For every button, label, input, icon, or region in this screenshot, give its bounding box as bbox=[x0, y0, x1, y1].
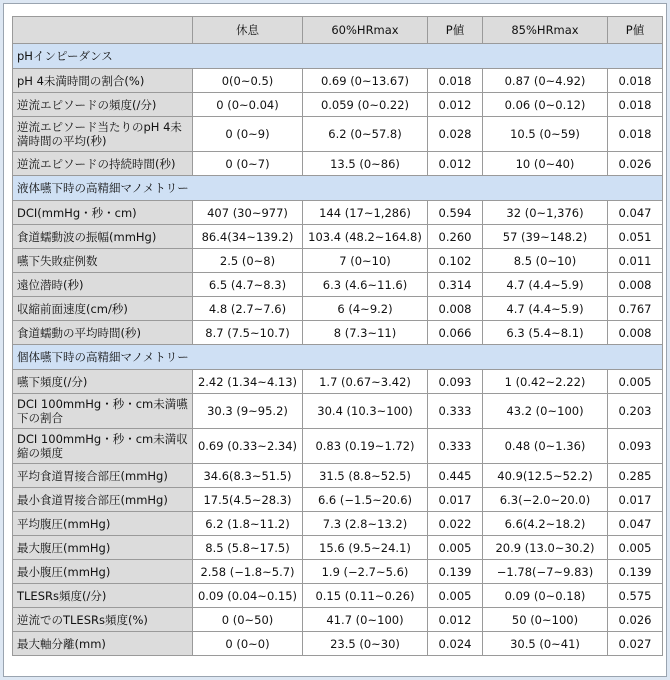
table-cell: 407 (30~977) bbox=[193, 201, 303, 225]
table-cell: 2.42 (1.34~4.13) bbox=[193, 370, 303, 394]
table-row bbox=[13, 370, 663, 394]
row-label: 食道蠕動の平均時間(秒) bbox=[13, 321, 193, 345]
section-title: 液体嚥下時の高精細マノメトリー bbox=[13, 176, 663, 201]
row-label: 逆流でのTLESRs頻度(%) bbox=[13, 608, 193, 632]
table-cell: 0.69 (0.33~2.34) bbox=[193, 429, 303, 464]
table-cell: 30.5 (0~41) bbox=[483, 632, 608, 656]
table-cell: 0.333 bbox=[428, 394, 483, 429]
table-cell: 0.005 bbox=[608, 536, 663, 560]
table-cell: 8.7 (7.5~10.7) bbox=[193, 321, 303, 345]
header-p-value-85: P値 bbox=[608, 17, 663, 44]
table-cell: 1.9 (−2.7~5.6) bbox=[303, 560, 428, 584]
table-cell: 0.008 bbox=[608, 321, 663, 345]
table-cell: 0.005 bbox=[428, 584, 483, 608]
table-cell: 0.022 bbox=[428, 512, 483, 536]
header-p-value-60: P値 bbox=[428, 17, 483, 44]
table-cell: 86.4(34~139.2) bbox=[193, 225, 303, 249]
table-cell: 6.3 (5.4~8.1) bbox=[483, 321, 608, 345]
table-row bbox=[13, 488, 663, 512]
header-60hrmax: 60%HRmax bbox=[303, 17, 428, 44]
table-row bbox=[13, 536, 663, 560]
table-cell: 6.3 (4.6~11.6) bbox=[303, 273, 428, 297]
table-row bbox=[13, 297, 663, 321]
table-cell: 10.5 (0~59) bbox=[483, 117, 608, 152]
table-cell: 0 (0~7) bbox=[193, 152, 303, 176]
table-row bbox=[13, 632, 663, 656]
table-cell: 2.58 (−1.8~5.7) bbox=[193, 560, 303, 584]
table-row bbox=[13, 608, 663, 632]
table-cell: 17.5(4.5~28.3) bbox=[193, 488, 303, 512]
row-label: 最小腹圧(mmHg) bbox=[13, 560, 193, 584]
row-label: DCI(mmHg・秒・cm) bbox=[13, 201, 193, 225]
table-cell: 23.5 (0~30) bbox=[303, 632, 428, 656]
table-cell: 0.047 bbox=[608, 512, 663, 536]
table-cell: 0.83 (0.19~1.72) bbox=[303, 429, 428, 464]
table-cell: 0.102 bbox=[428, 249, 483, 273]
table-cell: 34.6(8.3~51.5) bbox=[193, 464, 303, 488]
table-cell: 0(0~0.5) bbox=[193, 69, 303, 93]
table-cell: 0.005 bbox=[608, 370, 663, 394]
table-cell: 0.012 bbox=[428, 152, 483, 176]
table-frame bbox=[3, 3, 667, 677]
table-cell: 0.09 (0.04~0.15) bbox=[193, 584, 303, 608]
table-cell: 0.018 bbox=[428, 69, 483, 93]
table-cell: 31.5 (8.8~52.5) bbox=[303, 464, 428, 488]
table-cell: 8 (7.3~11) bbox=[303, 321, 428, 345]
row-label: 嚥下頻度(/分) bbox=[13, 370, 193, 394]
row-label: 逆流エピソードの持続時間(秒) bbox=[13, 152, 193, 176]
table-cell: 6.6 (−1.5~20.6) bbox=[303, 488, 428, 512]
section-row bbox=[13, 44, 663, 69]
table-cell: 0.445 bbox=[428, 464, 483, 488]
row-label: 平均食道胃接合部圧(mmHg) bbox=[13, 464, 193, 488]
table-cell: 0.093 bbox=[608, 429, 663, 464]
row-label: 食道蠕動波の振幅(mmHg) bbox=[13, 225, 193, 249]
table-cell: 4.7 (4.4~5.9) bbox=[483, 297, 608, 321]
table-cell: 103.4 (48.2~164.8) bbox=[303, 225, 428, 249]
table-row bbox=[13, 512, 663, 536]
table-row bbox=[13, 429, 663, 464]
table-cell: 0.333 bbox=[428, 429, 483, 464]
table-cell: 0.018 bbox=[608, 69, 663, 93]
table-row bbox=[13, 69, 663, 93]
table-cell: 0.69 (0~13.67) bbox=[303, 69, 428, 93]
table-cell: 0 (0~0.04) bbox=[193, 93, 303, 117]
table-row bbox=[13, 93, 663, 117]
table-cell: 40.9(12.5~52.2) bbox=[483, 464, 608, 488]
table-cell: 7 (0~10) bbox=[303, 249, 428, 273]
table-cell: 0.260 bbox=[428, 225, 483, 249]
header-corner bbox=[13, 17, 193, 44]
table-cell: 0.008 bbox=[428, 297, 483, 321]
table-cell: 0.139 bbox=[428, 560, 483, 584]
row-label: 平均腹圧(mmHg) bbox=[13, 512, 193, 536]
table-cell: 0.767 bbox=[608, 297, 663, 321]
table-cell: 43.2 (0~100) bbox=[483, 394, 608, 429]
row-label: DCI 100mmHg・秒・cm未満収縮の頻度 bbox=[13, 429, 193, 464]
header-row bbox=[13, 17, 663, 44]
table-cell: 0.066 bbox=[428, 321, 483, 345]
table-cell: 6.2 (1.8~11.2) bbox=[193, 512, 303, 536]
table-cell: 0.008 bbox=[608, 273, 663, 297]
section-title: 個体嚥下時の高精細マノメトリー bbox=[13, 345, 663, 370]
table-cell: 0.026 bbox=[608, 608, 663, 632]
header-rest: 休息 bbox=[193, 17, 303, 44]
table-cell: 6.6(4.2~18.2) bbox=[483, 512, 608, 536]
table-row bbox=[13, 584, 663, 608]
row-label: TLESRs頻度(/分) bbox=[13, 584, 193, 608]
table-row bbox=[13, 321, 663, 345]
table-cell: 0.48 (0~1.36) bbox=[483, 429, 608, 464]
row-label: 逆流エピソードの頻度(/分) bbox=[13, 93, 193, 117]
table-cell: 0.012 bbox=[428, 93, 483, 117]
section-row bbox=[13, 345, 663, 370]
table-cell: 0.594 bbox=[428, 201, 483, 225]
table-cell: 144 (17~1,286) bbox=[303, 201, 428, 225]
table-cell: 0.06 (0~0.12) bbox=[483, 93, 608, 117]
table-cell: 10 (0~40) bbox=[483, 152, 608, 176]
table-cell: 0.012 bbox=[428, 608, 483, 632]
table-cell: 0.005 bbox=[428, 536, 483, 560]
table-cell: 0 (0~50) bbox=[193, 608, 303, 632]
table-cell: 30.4 (10.3~100) bbox=[303, 394, 428, 429]
row-label: 収縮前面速度(cm/秒) bbox=[13, 297, 193, 321]
table-cell: 2.5 (0~8) bbox=[193, 249, 303, 273]
table-cell: 6.3(−2.0~20.0) bbox=[483, 488, 608, 512]
table-cell: 15.6 (9.5~24.1) bbox=[303, 536, 428, 560]
table-body bbox=[13, 44, 663, 656]
table-cell: 32 (0~1,376) bbox=[483, 201, 608, 225]
table-row bbox=[13, 464, 663, 488]
table-cell: 0.15 (0.11~0.26) bbox=[303, 584, 428, 608]
table-cell: 13.5 (0~86) bbox=[303, 152, 428, 176]
table-cell: 20.9 (13.0~30.2) bbox=[483, 536, 608, 560]
row-label: 最大軸分離(mm) bbox=[13, 632, 193, 656]
row-label: 遠位潜時(秒) bbox=[13, 273, 193, 297]
table-row bbox=[13, 273, 663, 297]
table-cell: 4.7 (4.4~5.9) bbox=[483, 273, 608, 297]
table-cell: 8.5 (0~10) bbox=[483, 249, 608, 273]
table-cell: −1.78(−7~9.83) bbox=[483, 560, 608, 584]
row-label: 最小食道胃接合部圧(mmHg) bbox=[13, 488, 193, 512]
section-title: pHインピーダンス bbox=[13, 44, 663, 69]
row-label: 嚥下失敗症例数 bbox=[13, 249, 193, 273]
table-cell: 0.87 (0~4.92) bbox=[483, 69, 608, 93]
section-row bbox=[13, 176, 663, 201]
table-cell: 0.028 bbox=[428, 117, 483, 152]
table-cell: 0.026 bbox=[608, 152, 663, 176]
table-cell: 0.285 bbox=[608, 464, 663, 488]
table-cell: 0.027 bbox=[608, 632, 663, 656]
table-cell: 0 (0~0) bbox=[193, 632, 303, 656]
table-row bbox=[13, 394, 663, 429]
table-row bbox=[13, 560, 663, 584]
table-cell: 0.017 bbox=[428, 488, 483, 512]
table-cell: 6 (4~9.2) bbox=[303, 297, 428, 321]
table-cell: 0.059 (0~0.22) bbox=[303, 93, 428, 117]
table-cell: 4.8 (2.7~7.6) bbox=[193, 297, 303, 321]
table-cell: 57 (39~148.2) bbox=[483, 225, 608, 249]
table-cell: 50 (0~100) bbox=[483, 608, 608, 632]
table-cell: 1.7 (0.67~3.42) bbox=[303, 370, 428, 394]
table-row bbox=[13, 249, 663, 273]
table-row bbox=[13, 117, 663, 152]
table-cell: 30.3 (9~95.2) bbox=[193, 394, 303, 429]
table-cell: 0.018 bbox=[608, 93, 663, 117]
table-cell: 0.575 bbox=[608, 584, 663, 608]
table-cell: 0.314 bbox=[428, 273, 483, 297]
row-label: DCI 100mmHg・秒・cm未満嚥下の割合 bbox=[13, 394, 193, 429]
header-85hrmax: 85%HRmax bbox=[483, 17, 608, 44]
table-cell: 0.011 bbox=[608, 249, 663, 273]
table-cell: 6.2 (0~57.8) bbox=[303, 117, 428, 152]
table-row bbox=[13, 225, 663, 249]
table-row bbox=[13, 152, 663, 176]
results-table bbox=[12, 16, 663, 656]
table-cell: 0.203 bbox=[608, 394, 663, 429]
table-cell: 0.017 bbox=[608, 488, 663, 512]
row-label: pH 4未満時間の割合(%) bbox=[13, 69, 193, 93]
table-cell: 7.3 (2.8~13.2) bbox=[303, 512, 428, 536]
table-cell: 1 (0.42~2.22) bbox=[483, 370, 608, 394]
table-cell: 0.09 (0~0.18) bbox=[483, 584, 608, 608]
table-cell: 0.018 bbox=[608, 117, 663, 152]
row-label: 最大腹圧(mmHg) bbox=[13, 536, 193, 560]
table-cell: 0.093 bbox=[428, 370, 483, 394]
table-cell: 0 (0~9) bbox=[193, 117, 303, 152]
table-cell: 0.139 bbox=[608, 560, 663, 584]
table-cell: 0.047 bbox=[608, 201, 663, 225]
row-label: 逆流エピソード当たりのpH 4未満時間の平均(秒) bbox=[13, 117, 193, 152]
table-cell: 6.5 (4.7~8.3) bbox=[193, 273, 303, 297]
table-cell: 0.051 bbox=[608, 225, 663, 249]
table-cell: 41.7 (0~100) bbox=[303, 608, 428, 632]
table-cell: 0.024 bbox=[428, 632, 483, 656]
table-cell: 8.5 (5.8~17.5) bbox=[193, 536, 303, 560]
table-row bbox=[13, 201, 663, 225]
